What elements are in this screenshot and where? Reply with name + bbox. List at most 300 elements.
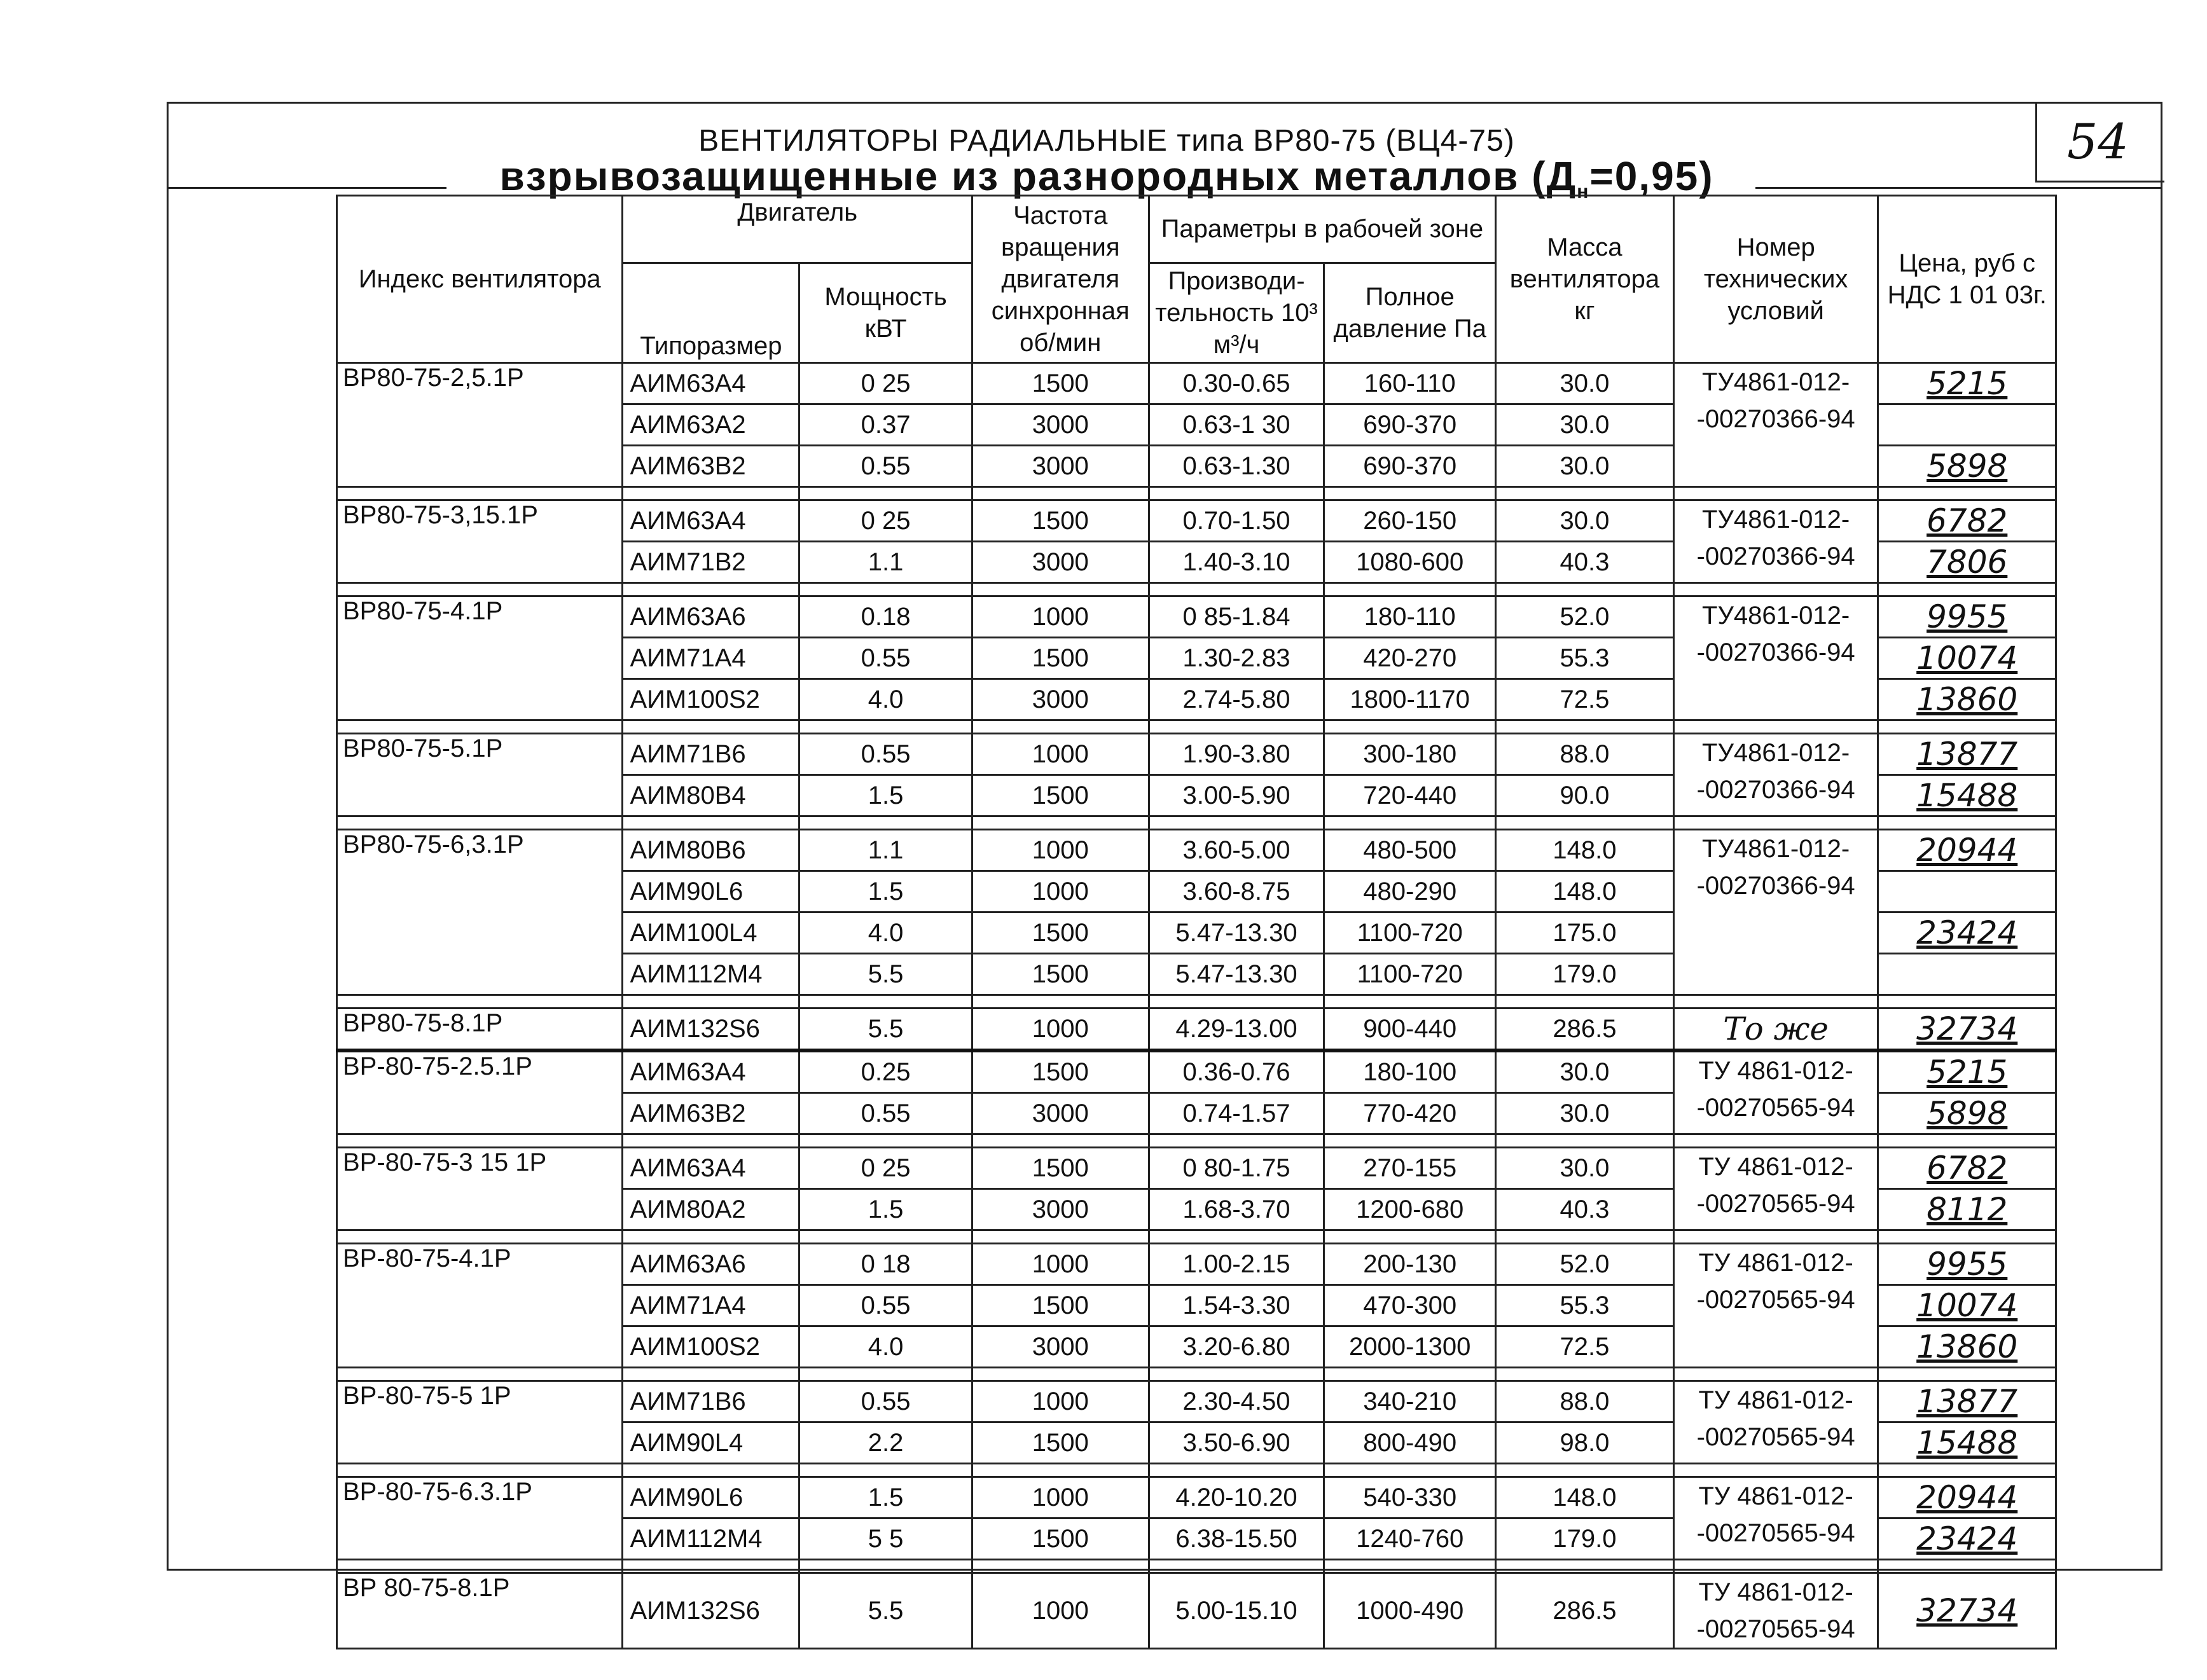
mass-cell: 52.0	[1496, 1244, 1674, 1285]
frequency-cell: 1000	[972, 734, 1149, 775]
mass-cell: 179.0	[1496, 954, 1674, 995]
engine-power-cell: 4.0	[799, 912, 972, 954]
tu-cell: ТУ4861-012- -00270366-94	[1673, 596, 1878, 720]
mass-cell: 175.0	[1496, 912, 1674, 954]
separator-cell	[337, 487, 623, 500]
frequency-cell: 3000	[972, 1189, 1149, 1230]
frequency-cell: 1000	[972, 1009, 1149, 1051]
separator-cell	[337, 583, 623, 596]
engine-type-cell: АИМ63А6	[623, 1244, 799, 1285]
table-row	[337, 1148, 2056, 1189]
engine-power-cell: 4.0	[799, 1326, 972, 1368]
header-params: Параметры в рабочей зоне	[1149, 196, 1495, 263]
separator-cell	[1149, 1368, 1324, 1381]
separator-cell	[337, 1230, 623, 1244]
productivity-cell: 0.36-0.76	[1149, 1050, 1324, 1093]
tu-cell: ТУ4861-012- -00270366-94	[1673, 734, 1878, 816]
frequency-cell: 1500	[972, 1518, 1149, 1560]
pressure-cell: 540-330	[1324, 1477, 1496, 1518]
productivity-cell: 5.00-15.10	[1149, 1573, 1324, 1649]
tu-cell: ТУ 4861-012- -00270565-94	[1673, 1244, 1878, 1368]
table-row	[337, 1573, 2056, 1649]
separator-cell	[1673, 1368, 1878, 1381]
productivity-cell: 2.30-4.50	[1149, 1381, 1324, 1422]
separator-cell	[337, 1560, 623, 1573]
price-cell	[1878, 871, 2056, 912]
separator-cell	[337, 816, 623, 830]
separator-cell	[1878, 1230, 2056, 1244]
pressure-cell: 1100-720	[1324, 912, 1496, 954]
frequency-cell: 1500	[972, 1285, 1149, 1326]
group-separator	[337, 583, 2056, 596]
fan-index: ВР80-75-2,5.1Р	[337, 363, 623, 487]
separator-cell	[623, 1230, 799, 1244]
frequency-cell: 1500	[972, 638, 1149, 679]
engine-type-cell: АИМ90L6	[623, 1477, 799, 1518]
group-separator	[337, 1464, 2056, 1477]
pressure-cell: 420-270	[1324, 638, 1496, 679]
price-cell: 13877	[1878, 734, 2056, 775]
separator-cell	[337, 1464, 623, 1477]
table-row	[337, 734, 2056, 775]
engine-power-cell: 0 25	[799, 363, 972, 404]
separator-cell	[1673, 1560, 1878, 1573]
separator-cell	[972, 1464, 1149, 1477]
engine-power-cell: 5.5	[799, 1009, 972, 1051]
price-cell: 32734	[1878, 1009, 2056, 1051]
mass-cell: 40.3	[1496, 1189, 1674, 1230]
productivity-cell: 1.90-3.80	[1149, 734, 1324, 775]
separator-cell	[799, 1230, 972, 1244]
price-cell: 5215	[1878, 1050, 2056, 1093]
group-separator	[337, 1560, 2056, 1573]
separator-cell	[1496, 1464, 1674, 1477]
productivity-cell: 0.63-1.30	[1149, 446, 1324, 487]
engine-type-cell: АИМ90L6	[623, 871, 799, 912]
separator-cell	[1324, 720, 1496, 734]
mass-cell: 55.3	[1496, 1285, 1674, 1326]
separator-cell	[1324, 1368, 1496, 1381]
title-rule-left	[167, 187, 446, 189]
mass-cell: 286.5	[1496, 1009, 1674, 1051]
engine-power-cell: 0.25	[799, 1050, 972, 1093]
engine-type-cell: АИМ63А4	[623, 1148, 799, 1189]
mass-cell: 72.5	[1496, 1326, 1674, 1368]
frequency-cell: 3000	[972, 404, 1149, 446]
engine-type-cell: АИМ80В4	[623, 775, 799, 816]
tu-cell: То же	[1673, 1009, 1878, 1051]
table-row	[337, 1477, 2056, 1518]
productivity-cell: 1.40-3.10	[1149, 542, 1324, 583]
frequency-cell: 1500	[972, 363, 1149, 404]
separator-cell	[1878, 816, 2056, 830]
productivity-cell: 0.74-1.57	[1149, 1093, 1324, 1134]
engine-power-cell: 1.5	[799, 1477, 972, 1518]
price-cell: 23424	[1878, 912, 2056, 954]
separator-cell	[623, 1368, 799, 1381]
separator-cell	[1324, 1230, 1496, 1244]
separator-cell	[623, 583, 799, 596]
frequency-cell: 1000	[972, 1477, 1149, 1518]
price-cell: 15488	[1878, 1422, 2056, 1464]
frequency-cell: 3000	[972, 446, 1149, 487]
separator-cell	[1149, 1134, 1324, 1148]
pressure-cell: 260-150	[1324, 500, 1496, 542]
tu-cell: ТУ 4861-012- -00270565-94	[1673, 1381, 1878, 1464]
group-separator	[337, 720, 2056, 734]
frequency-cell: 1000	[972, 596, 1149, 638]
separator-cell	[623, 720, 799, 734]
separator-cell	[972, 816, 1149, 830]
mass-cell: 30.0	[1496, 404, 1674, 446]
separator-cell	[1878, 1560, 2056, 1573]
frequency-cell: 3000	[972, 542, 1149, 583]
separator-cell	[1496, 720, 1674, 734]
separator-cell	[1673, 720, 1878, 734]
productivity-cell: 3.60-8.75	[1149, 871, 1324, 912]
engine-power-cell: 1.1	[799, 830, 972, 871]
pressure-cell: 300-180	[1324, 734, 1496, 775]
separator-cell	[1878, 995, 2056, 1009]
frequency-cell: 1000	[972, 871, 1149, 912]
header-price: Цена, руб с НДС 1 01 03г.	[1878, 196, 2056, 363]
fan-index: ВР80-75-6,3.1Р	[337, 830, 623, 995]
separator-cell	[1496, 1368, 1674, 1381]
title-line-1: ВЕНТИЛЯТОРЫ РАДИАЛЬНЫЕ типа ВР80-75 (ВЦ4-75)	[698, 124, 1515, 158]
price-cell: 20944	[1878, 1477, 2056, 1518]
mass-cell: 40.3	[1496, 542, 1674, 583]
separator-cell	[1673, 487, 1878, 500]
separator-cell	[1324, 1560, 1496, 1573]
engine-type-cell: АИМ63А4	[623, 1050, 799, 1093]
engine-power-cell: 0.55	[799, 638, 972, 679]
mass-cell: 148.0	[1496, 871, 1674, 912]
fan-index: ВР 80-75-8.1Р	[337, 1573, 623, 1649]
pressure-cell: 340-210	[1324, 1381, 1496, 1422]
engine-power-cell: 1.1	[799, 542, 972, 583]
group-separator	[337, 816, 2056, 830]
engine-type-cell: АИМ63В2	[623, 1093, 799, 1134]
mass-cell: 55.3	[1496, 638, 1674, 679]
separator-cell	[1878, 720, 2056, 734]
productivity-cell: 0 80-1.75	[1149, 1148, 1324, 1189]
frequency-cell: 3000	[972, 1326, 1149, 1368]
productivity-cell: 0 85-1.84	[1149, 596, 1324, 638]
separator-cell	[1324, 816, 1496, 830]
table-row	[337, 500, 2056, 542]
separator-cell	[1149, 1230, 1324, 1244]
pressure-cell: 1000-490	[1324, 1573, 1496, 1649]
frequency-cell: 3000	[972, 679, 1149, 720]
price-cell: 8112	[1878, 1189, 2056, 1230]
fan-index: ВР80-75-5.1Р	[337, 734, 623, 816]
productivity-cell: 3.50-6.90	[1149, 1422, 1324, 1464]
mass-cell: 30.0	[1496, 446, 1674, 487]
engine-power-cell: 0.55	[799, 734, 972, 775]
price-cell: 6782	[1878, 500, 2056, 542]
separator-cell	[972, 1368, 1149, 1381]
separator-cell	[1673, 1134, 1878, 1148]
separator-cell	[1673, 583, 1878, 596]
frequency-cell: 1500	[972, 1422, 1149, 1464]
engine-type-cell: АИМ71В2	[623, 542, 799, 583]
fan-index: ВР-80-75-6.3.1Р	[337, 1477, 623, 1560]
tu-cell: ТУ4861-012- -00270366-94	[1673, 500, 1878, 583]
separator-cell	[337, 720, 623, 734]
productivity-cell: 5.47-13.30	[1149, 912, 1324, 954]
engine-power-cell: 1.5	[799, 871, 972, 912]
engine-type-cell: АИМ100S2	[623, 679, 799, 720]
price-cell: 13877	[1878, 1381, 2056, 1422]
separator-cell	[1149, 720, 1324, 734]
engine-power-cell: 0.18	[799, 596, 972, 638]
price-cell: 9955	[1878, 1244, 2056, 1285]
fan-index: ВР80-75-3,15.1Р	[337, 500, 623, 583]
price-cell	[1878, 404, 2056, 446]
separator-cell	[1496, 1134, 1674, 1148]
tu-cell: ТУ4861-012- -00270366-94	[1673, 830, 1878, 995]
engine-type-cell: АИМ71В6	[623, 734, 799, 775]
separator-cell	[1496, 487, 1674, 500]
fans-table	[336, 195, 2057, 1649]
engine-type-cell: АИМ71В6	[623, 1381, 799, 1422]
engine-type-cell: АИМ80В6	[623, 830, 799, 871]
engine-type-cell: АИМ80А2	[623, 1189, 799, 1230]
pressure-cell: 690-370	[1324, 404, 1496, 446]
pressure-cell: 1100-720	[1324, 954, 1496, 995]
engine-power-cell: 5.5	[799, 1573, 972, 1649]
frequency-cell: 1500	[972, 1050, 1149, 1093]
separator-cell	[1149, 816, 1324, 830]
price-cell: 13860	[1878, 1326, 2056, 1368]
engine-power-cell: 0.55	[799, 1093, 972, 1134]
price-cell: 6782	[1878, 1148, 2056, 1189]
mass-cell: 179.0	[1496, 1518, 1674, 1560]
price-cell: 5898	[1878, 446, 2056, 487]
productivity-cell: 0.63-1 30	[1149, 404, 1324, 446]
productivity-cell: 4.20-10.20	[1149, 1477, 1324, 1518]
frequency-cell: 1500	[972, 912, 1149, 954]
separator-cell	[1496, 816, 1674, 830]
engine-type-cell: АИМ71А4	[623, 1285, 799, 1326]
separator-cell	[972, 583, 1149, 596]
fan-index: ВР-80-75-3 15 1Р	[337, 1148, 623, 1230]
price-cell: 7806	[1878, 542, 2056, 583]
pressure-cell: 690-370	[1324, 446, 1496, 487]
separator-cell	[972, 1134, 1149, 1148]
pressure-cell: 480-290	[1324, 871, 1496, 912]
engine-power-cell: 4.0	[799, 679, 972, 720]
mass-cell: 30.0	[1496, 500, 1674, 542]
price-cell: 10074	[1878, 638, 2056, 679]
price-cell: 10074	[1878, 1285, 2056, 1326]
fan-index: ВР80-75-8.1Р	[337, 1009, 623, 1051]
table-body-group-1	[337, 363, 2056, 1051]
pressure-cell: 160-110	[1324, 363, 1496, 404]
mass-cell: 30.0	[1496, 1093, 1674, 1134]
separator-cell	[1324, 487, 1496, 500]
separator-cell	[337, 1368, 623, 1381]
price-cell: 23424	[1878, 1518, 2056, 1560]
separator-cell	[623, 1134, 799, 1148]
productivity-cell: 5.47-13.30	[1149, 954, 1324, 995]
table-row	[337, 1050, 2056, 1093]
separator-cell	[799, 1464, 972, 1477]
tu-cell: ТУ 4861-012- -00270565-94	[1673, 1050, 1878, 1134]
table-row	[337, 596, 2056, 638]
pressure-cell: 800-490	[1324, 1422, 1496, 1464]
engine-type-cell: АИМ100L4	[623, 912, 799, 954]
engine-type-cell: АИМ132S6	[623, 1573, 799, 1649]
engine-type-cell: АИМ112М4	[623, 954, 799, 995]
page-number: 54	[2067, 113, 2129, 170]
engine-power-cell: 0.55	[799, 1381, 972, 1422]
engine-power-cell: 0 25	[799, 1148, 972, 1189]
productivity-cell: 6.38-15.50	[1149, 1518, 1324, 1560]
mass-cell: 88.0	[1496, 1381, 1674, 1422]
table-row	[337, 830, 2056, 871]
pressure-cell: 770-420	[1324, 1093, 1496, 1134]
separator-cell	[1149, 1560, 1324, 1573]
productivity-cell: 0.70-1.50	[1149, 500, 1324, 542]
productivity-cell: 2.74-5.80	[1149, 679, 1324, 720]
engine-power-cell: 5 5	[799, 1518, 972, 1560]
separator-cell	[1496, 995, 1674, 1009]
frequency-cell: 1500	[972, 1148, 1149, 1189]
table-row	[337, 1381, 2056, 1422]
productivity-cell: 3.20-6.80	[1149, 1326, 1324, 1368]
price-cell: 5898	[1878, 1093, 2056, 1134]
productivity-cell: 1.54-3.30	[1149, 1285, 1324, 1326]
tu-cell: ТУ 4861-012- -00270565-94	[1673, 1148, 1878, 1230]
separator-cell	[972, 720, 1149, 734]
separator-cell	[337, 995, 623, 1009]
mass-cell: 286.5	[1496, 1573, 1674, 1649]
pressure-cell: 470-300	[1324, 1285, 1496, 1326]
frequency-cell: 1000	[972, 1381, 1149, 1422]
price-cell: 9955	[1878, 596, 2056, 638]
fan-index: ВР80-75-4.1Р	[337, 596, 623, 720]
productivity-cell: 1.00-2.15	[1149, 1244, 1324, 1285]
productivity-cell: 0.30-0.65	[1149, 363, 1324, 404]
engine-power-cell: 0.55	[799, 1285, 972, 1326]
frequency-cell: 1000	[972, 1573, 1149, 1649]
price-cell: 15488	[1878, 775, 2056, 816]
separator-cell	[1324, 583, 1496, 596]
mass-cell: 148.0	[1496, 830, 1674, 871]
pressure-cell: 1800-1170	[1324, 679, 1496, 720]
separator-cell	[1149, 995, 1324, 1009]
separator-cell	[1149, 487, 1324, 500]
group-separator	[337, 995, 2056, 1009]
frequency-cell: 1500	[972, 954, 1149, 995]
frequency-cell: 1000	[972, 1244, 1149, 1285]
engine-type-cell: АИМ112М4	[623, 1518, 799, 1560]
engine-power-cell: 2.2	[799, 1422, 972, 1464]
separator-cell	[1878, 1464, 2056, 1477]
separator-cell	[1673, 1230, 1878, 1244]
separator-cell	[1496, 583, 1674, 596]
separator-cell	[1878, 583, 2056, 596]
productivity-cell: 1.68-3.70	[1149, 1189, 1324, 1230]
fan-index: ВР-80-75-4.1Р	[337, 1244, 623, 1368]
header-engine-type: Типоразмер	[623, 263, 799, 362]
pressure-cell: 270-155	[1324, 1148, 1496, 1189]
pressure-cell: 180-100	[1324, 1050, 1496, 1093]
engine-type-cell: АИМ63А4	[623, 363, 799, 404]
separator-cell	[337, 1134, 623, 1148]
separator-cell	[623, 1560, 799, 1573]
mass-cell: 30.0	[1496, 1050, 1674, 1093]
separator-cell	[972, 995, 1149, 1009]
mass-cell: 98.0	[1496, 1422, 1674, 1464]
fan-index: ВР-80-75-5 1Р	[337, 1381, 623, 1464]
frequency-cell: 3000	[972, 1093, 1149, 1134]
separator-cell	[623, 816, 799, 830]
separator-cell	[623, 995, 799, 1009]
separator-cell	[799, 487, 972, 500]
engine-type-cell: АИМ63А2	[623, 404, 799, 446]
group-separator	[337, 1230, 2056, 1244]
separator-cell	[1673, 1464, 1878, 1477]
price-cell: 13860	[1878, 679, 2056, 720]
separator-cell	[799, 995, 972, 1009]
header-mass: Масса вентилятора кг	[1496, 196, 1674, 363]
separator-cell	[1878, 1134, 2056, 1148]
separator-cell	[1496, 1230, 1674, 1244]
engine-power-cell: 5.5	[799, 954, 972, 995]
table-row	[337, 1244, 2056, 1285]
mass-cell: 52.0	[1496, 596, 1674, 638]
header-engine: Двигатель	[623, 196, 972, 263]
pressure-cell: 1240-760	[1324, 1518, 1496, 1560]
pressure-cell: 2000-1300	[1324, 1326, 1496, 1368]
separator-cell	[972, 487, 1149, 500]
header-productivity: Производи-тельность 10³ м³/ч	[1149, 263, 1324, 362]
engine-type-cell: АИМ100S2	[623, 1326, 799, 1368]
mass-cell: 88.0	[1496, 734, 1674, 775]
engine-power-cell: 0.37	[799, 404, 972, 446]
header-pressure: Полное давление Па	[1324, 263, 1496, 362]
separator-cell	[799, 583, 972, 596]
engine-type-cell: АИМ90L4	[623, 1422, 799, 1464]
group-separator	[337, 1134, 2056, 1148]
pressure-cell: 1200-680	[1324, 1189, 1496, 1230]
separator-cell	[1673, 995, 1878, 1009]
separator-cell	[1324, 1134, 1496, 1148]
productivity-cell: 1.30-2.83	[1149, 638, 1324, 679]
separator-cell	[1878, 1368, 2056, 1381]
tu-cell: ТУ 4861-012- -00270565-94	[1673, 1573, 1878, 1649]
mass-cell: 148.0	[1496, 1477, 1674, 1518]
separator-cell	[799, 720, 972, 734]
productivity-cell: 3.00-5.90	[1149, 775, 1324, 816]
title-rule-right	[1755, 187, 2162, 189]
engine-type-cell: АИМ63А4	[623, 500, 799, 542]
mass-cell: 72.5	[1496, 679, 1674, 720]
separator-cell	[799, 1134, 972, 1148]
engine-type-cell: АИМ132S6	[623, 1009, 799, 1051]
engine-power-cell: 1.5	[799, 775, 972, 816]
group-separator	[337, 1368, 2056, 1381]
header-frequency: Частота вращения двигателя синхронная об/мин	[972, 196, 1149, 363]
header-tu: Номер технических условий	[1673, 196, 1878, 363]
table-row	[337, 363, 2056, 404]
mass-cell: 90.0	[1496, 775, 1674, 816]
separator-cell	[1324, 1464, 1496, 1477]
separator-cell	[1673, 816, 1878, 830]
group-separator	[337, 487, 2056, 500]
